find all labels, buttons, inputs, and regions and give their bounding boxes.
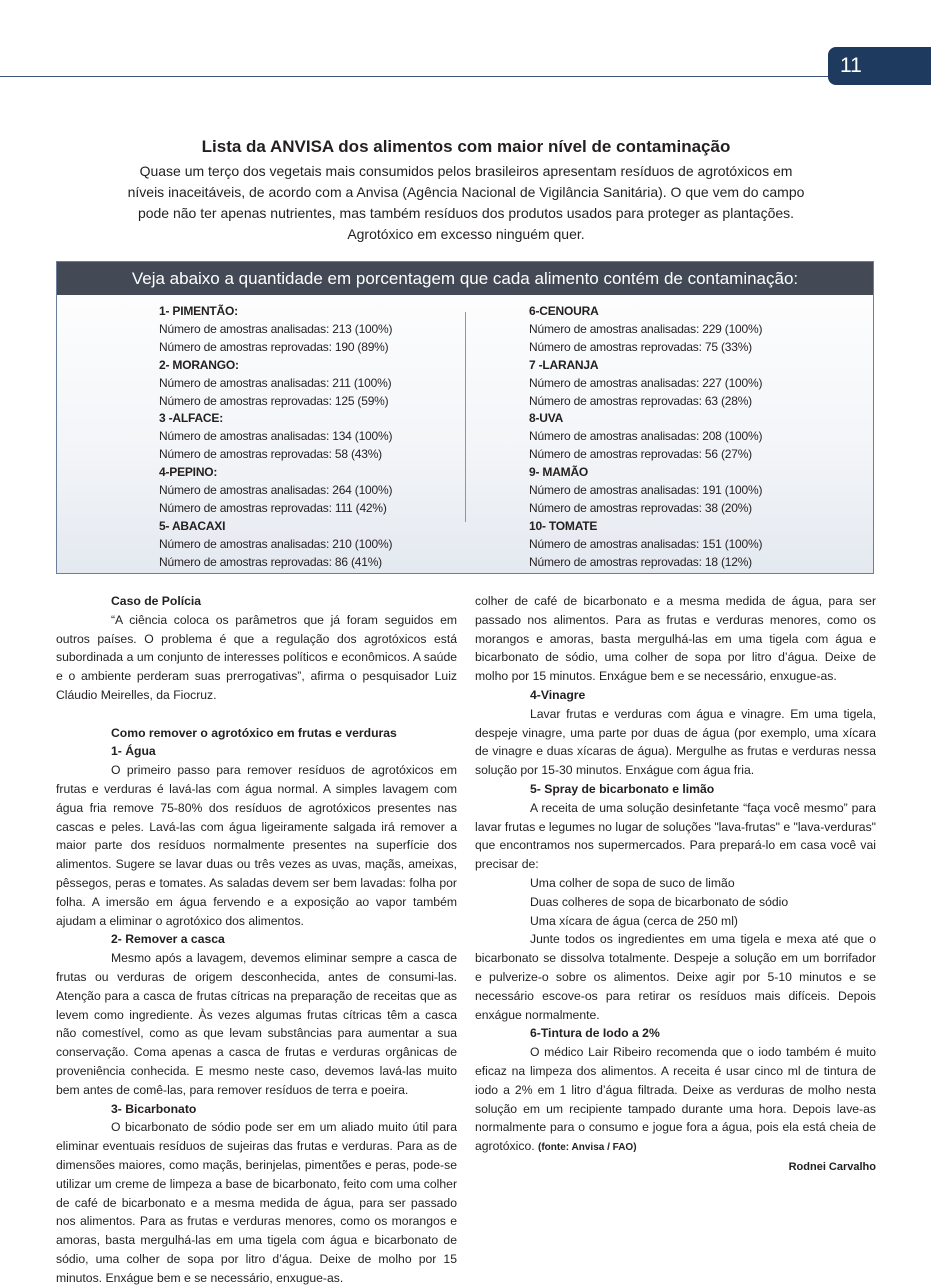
samples-analyzed: Número de amostras analisadas: 151 (100%) (529, 536, 763, 551)
food-name: 1- PIMENTÃO: (159, 304, 238, 318)
food-name: 3 -ALFACE: (159, 411, 224, 426)
paragraph-continued: O bicarbonato de sódio pode ser em um aliado muito útil para eliminar eventuais resíduos de sujeiras das frutas e verduras. Para as de dimensões maiores, como maçãs, berinjelas, pimentões e peras, pode-se utilizar um creme de limpeza a base de bicarbonato, feito com uma colher de café de bicarbonato e a mesma medida de água, para ser passado nos alimentos. Para as frutas e verduras menores, como os morangos e amoras, basta mergulhá-las em uma tigela com água e bicarbonato de sódio, uma colher de sopa por litro d’água. Deixe de molho por 15 minutos. Enxágue bem e se necessário, enxugue-as. (56, 1120, 457, 1285)
intro-line: níveis inaceitáveis, de acordo com a Anvisa (Agência Nacional de Vigilância Sanitária). O que vem do campo (127, 184, 805, 200)
food-name: 10- TOMATE (529, 518, 598, 533)
section-heading: Como remover o agrotóxico em frutas e verduras (111, 725, 397, 740)
samples-rejected: Número de amostras reprovadas: 56 (27%) (529, 447, 752, 462)
subsection-heading: 1- Água (111, 744, 156, 759)
subsection-heading: 5- Spray de bicarbonato e limão (530, 781, 715, 796)
paragraph: Mesmo após a lavagem, devemos eliminar sempre a casca de frutas ou verduras de origem desconhecida, antes de consumi-las. Atenção para a casca de frutas cítricas na preparação de receitas que as levem como ingrediente. Às vezes algumas frutas cítricas têm a casca não comestível, como as que levam substâncias para aumentar a sua conservação. Coma apenas a casca de frutas e verduras orgânicas de proveniência conhecida. E mesmo neste caso, devemos lavá-las muito bem antes de comê-las, para remover resíduos de terra e poeira. (56, 951, 457, 1097)
samples-rejected: Número de amostras reprovadas: 63 (28%) (529, 393, 752, 408)
subsection-heading: 2- Remover a casca (111, 932, 225, 947)
intro-line: Agrotóxico em excesso ninguém quer. (347, 226, 585, 242)
paragraph: “A ciência coloca os parâmetros que já foram seguidos em outros países. O problema é que a regulação dos agrotóxicos está subordinada a um conjunto de interesses políticos e econômicos. A saúde e o ambiente perderam suas prerrogativas”, afirma o pesquisador Luiz Cláudio Meirelles, da Fiocruz. (56, 612, 457, 702)
header-rule (0, 76, 830, 77)
samples-analyzed: Número de amostras analisadas: 211 (100%) (159, 375, 392, 390)
ingredient-item: Uma xícara de água (cerca de 250 ml) (530, 913, 738, 928)
paragraph (475, 1043, 876, 1158)
samples-rejected: Número de amostras reprovadas: 58 (43%) (159, 447, 382, 462)
food-name: 9- MAMÃO (529, 465, 589, 480)
subsection-heading: 3- Bicarbonato (111, 1101, 197, 1116)
food-name: 2- MORANGO: (159, 357, 239, 372)
food-name: 5- ABACAXI (159, 518, 226, 533)
subsection-heading: 4-Vinagre (530, 687, 586, 702)
page-headline: Lista da ANVISA dos alimentos com maior nível de contaminação (201, 137, 731, 156)
section-heading: Caso de Polícia (111, 594, 202, 608)
subsection-heading: 6-Tintura de Iodo a 2% (530, 1026, 660, 1041)
samples-rejected: Número de amostras reprovadas: 190 (89%) (159, 339, 389, 354)
samples-rejected: Número de amostras reprovadas: 18 (12%) (529, 554, 752, 569)
iodine-text: O médico Lair Ribeiro recomenda que o iodo também é muito eficaz na limpeza dos alimentos. A receita é usar cinco ml de tintura de iodo a 2% em 1 litro d’água filtrada. Deixe as verduras de molho nesta solução em um recipiente tampado durante uma hora. Depois lave-as normalmente para o consumo e jogue fora a água, pois ela está cheia de agrotóxico. (475, 1045, 876, 1154)
samples-analyzed: Número de amostras analisadas: 191 (100%) (529, 483, 763, 498)
samples-rejected: Número de amostras reprovadas: 75 (33%) (529, 339, 752, 354)
box-column-right (529, 303, 762, 572)
paragraph-continuation: colher de café de bicarbonato e a mesma medida de água, para ser passado nos alimentos. Para as frutas e verduras menores, como os morangos e amoras, basta mergulhá-las em uma tigela com água e bicarbonato de sódio, uma colher de sopa por litro d’água. Deixe de molho por 15 minutos. Enxágue bem e se necessário, enxugue-as. (475, 594, 876, 684)
page-number-tab (828, 47, 931, 85)
samples-analyzed: Número de amostras analisadas: 213 (100%) (159, 321, 393, 336)
samples-rejected: Número de amostras reprovadas: 38 (20%) (529, 500, 752, 515)
paragraph: A receita de uma solução desinfetante “faça você mesmo” para lavar frutas e legumes no lugar de soluções "lava-frutas" e "lava-verduras" que encontramos nos supermercados. Para prepará-lo em casa você vai precisar de: (475, 800, 876, 872)
intro-line: pode não ter apenas nutrientes, mas também resíduos dos produtos usados para proteger as plantações. (137, 205, 795, 221)
samples-rejected: Número de amostras reprovadas: 111 (42%) (159, 500, 387, 515)
article-column-left (56, 592, 457, 1285)
intro-line: Quase um terço dos vegetais mais consumidos pelos brasileiros apresentam resíduos de agrotóxicos em (139, 163, 793, 179)
source-note: (fonte: Anvisa / FAO) (538, 1142, 637, 1154)
ingredient-item: Duas colheres de sopa de bicarbonato de sódio (530, 894, 789, 909)
intro-paragraph (90, 161, 842, 245)
column-divider (465, 312, 466, 522)
box-column-left (159, 303, 392, 572)
box-title: Veja abaixo a quantidade em porcentagem que cada alimento contém de contaminação: (57, 262, 873, 295)
contamination-box (56, 261, 874, 574)
paragraph: O primeiro passo para remover resíduos de agrotóxicos em frutas e verduras é lavá-las com água normal. A simples lavagem com água fria remove 75-80% dos resíduos de agrotóxicos presentes nas cascas e peles. Lavá-las com água ligeiramente salgada irá remover a maior parte dos resíduos normalmente presentes na superfície dos alimentos. Sugere se lavar duas ou três vezes as uvas, maçãs, ameixas, pêssegos, peras e tomates. As saladas devem ser bem lavadas: folha por folha. A imersão em água fervendo e a exposição ao vapor também ajudam a eliminar o agrotóxico dos alimentos. (56, 763, 457, 928)
ingredient-item: Uma colher de sopa de suco de limão (530, 875, 735, 890)
samples-analyzed: Número de amostras analisadas: 208 (100%) (529, 429, 763, 444)
paragraph: Junte todos os ingredientes em uma tigela e mexa até que o bicarbonato se dissolva totalmente. Despeje a solução em um borrifador e pulverize-o sobre os alimentos. Deixe agir por 5-10 minutos e se necessário escove-os para retirar os resíduos mais difíceis. Depois enxágue normalmente. (475, 932, 876, 1022)
paragraph: Lavar frutas e verduras com água e vinagre. Em uma tigela, despeje vinagre, uma parte por duas de água (por exemplo, uma xícara de vinagre e duas xícaras de água). Mergulhe as frutas e verduras nessa solução por 15-30 minutos. Enxágue com água fria. (475, 706, 876, 778)
samples-analyzed: Número de amostras analisadas: 229 (100%) (529, 321, 763, 336)
samples-analyzed: Número de amostras analisadas: 264 (100%) (159, 483, 393, 498)
samples-rejected: Número de amostras reprovadas: 86 (41%) (159, 554, 382, 569)
samples-analyzed: Número de amostras analisadas: 134 (100%) (159, 429, 393, 444)
food-name: 6-CENOURA (529, 304, 599, 318)
author-byline: Rodnei Carvalho (788, 1160, 876, 1173)
food-name: 8-UVA (529, 411, 564, 426)
food-name: 4-PEPINO: (159, 465, 218, 480)
samples-rejected: Número de amostras reprovadas: 125 (59%) (159, 393, 389, 408)
samples-analyzed: Número de amostras analisadas: 227 (100%) (529, 375, 763, 390)
food-name: 7 -LARANJA (529, 357, 599, 372)
page-number: 11 (840, 54, 862, 77)
article-column-right (475, 592, 876, 1177)
samples-analyzed: Número de amostras analisadas: 210 (100%) (159, 536, 393, 551)
